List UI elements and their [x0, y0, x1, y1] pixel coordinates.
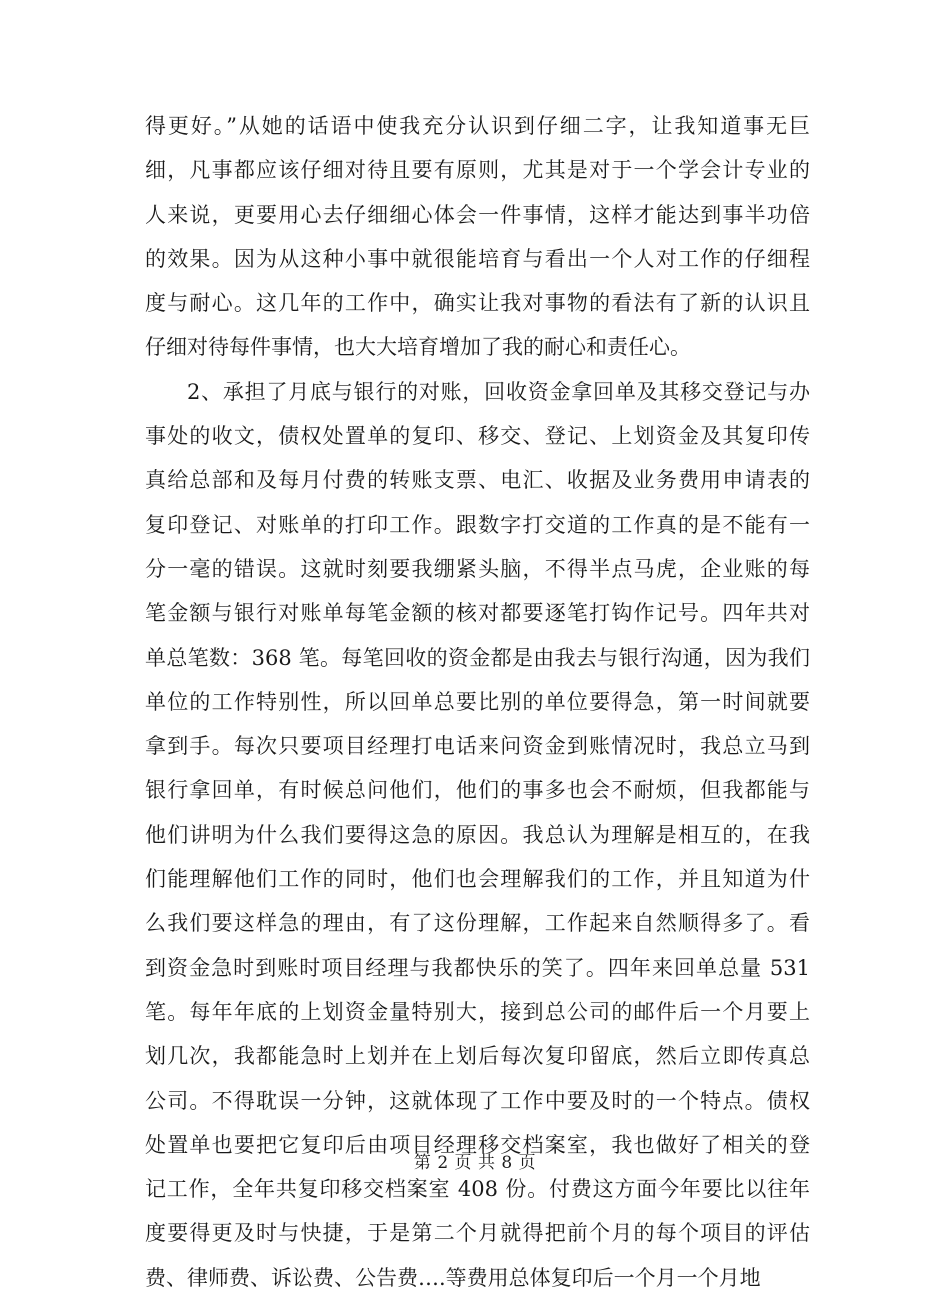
- text-line: 的效果。因为从这种小事中就很能培育与看出一个人对工作的仔细程: [145, 246, 810, 271]
- text-line: 他们讲明为什么我们要得这急的原因。我总认为理解是相互的，在我: [145, 822, 810, 847]
- text-line: 银行拿回单，有时候总问他们，他们的事多也会不耐烦，但我都能与: [145, 778, 810, 803]
- body-text: [145, 104, 810, 1300]
- text-line: 单总笔数：368 笔。每笔回收的资金都是由我去与银行沟通，因为我们: [145, 645, 810, 670]
- text-line: 公司。不得耽误一分钟，这就体现了工作中要及时的一个特点。债权: [145, 1088, 810, 1113]
- text-line: 们能理解他们工作的同时，他们也会理解我们的工作，并且知道为什: [145, 867, 810, 892]
- page-number-footer: 第 2 页 共 8 页: [413, 1153, 537, 1173]
- text-line: 分一毫的错误。这就时刻要我绷紧头脑，不得半点马虎，企业账的每: [145, 556, 810, 581]
- text-line: 人来说，更要用心去仔细细心体会一件事情，这样才能达到事半功倍: [145, 202, 810, 227]
- text-line: 记工作，全年共复印移交档案室 408 份。付费这方面今年要比以往年: [145, 1177, 810, 1202]
- text-line: 拿到手。每次只要项目经理打电话来问资金到账情况时，我总立马到: [145, 734, 810, 759]
- text-line: 事处的收文，债权处置单的复印、移交、登记、上划资金及其复印传: [145, 424, 810, 449]
- text-line: 仔细对待每件事情，也大大培育增加了我的耐心和责任心。: [145, 335, 691, 360]
- text-line: 划几次，我都能急时上划并在上划后每次复印留底，然后立即传真总: [145, 1044, 810, 1069]
- text-line: 处置单也要把它复印后由项目经理移交档案室，我也做好了相关的登: [145, 1132, 810, 1157]
- text-line: 笔金额与银行对账单每笔金额的核对都要逐笔打钩作记号。四年共对: [145, 601, 810, 626]
- text-line: 2、承担了月底与银行的对账，回收资金拿回单及其移交登记与办: [187, 379, 810, 404]
- text-line: 得更好。”从她的话语中使我充分认识到仔细二字，让我知道事无巨: [145, 114, 810, 138]
- text-line: 么我们要这样急的理由，有了这份理解，工作起来自然顺得多了。看: [145, 911, 810, 936]
- text-line: 费、律师费、诉讼费、公告费….等费用总体复印后一个月一个月地: [145, 1265, 761, 1290]
- text-line: 笔。每年年底的上划资金量特别大，接到总公司的邮件后一个月要上: [145, 999, 810, 1024]
- text-line: 度要得更及时与快捷，于是第二个月就得把前个月的每个项目的评估: [145, 1221, 810, 1246]
- text-line: 度与耐心。这几年的工作中，确实让我对事物的看法有了新的认识且: [145, 291, 810, 316]
- text-line: 到资金急时到账时项目经理与我都快乐的笑了。四年来回单总量 531: [145, 955, 810, 980]
- text-line: 真给总部和及每月付费的转账支票、电汇、收据及业务费用申请表的: [145, 468, 810, 493]
- text-line: 复印登记、对账单的打印工作。跟数字打交道的工作真的是不能有一: [145, 512, 810, 537]
- text-line: 细，凡事都应该仔细对待且要有原则，尤其是对于一个学会计专业的: [145, 158, 810, 183]
- text-line: 单位的工作特别性，所以回单总要比别的单位要得急，第一时间就要: [145, 689, 810, 714]
